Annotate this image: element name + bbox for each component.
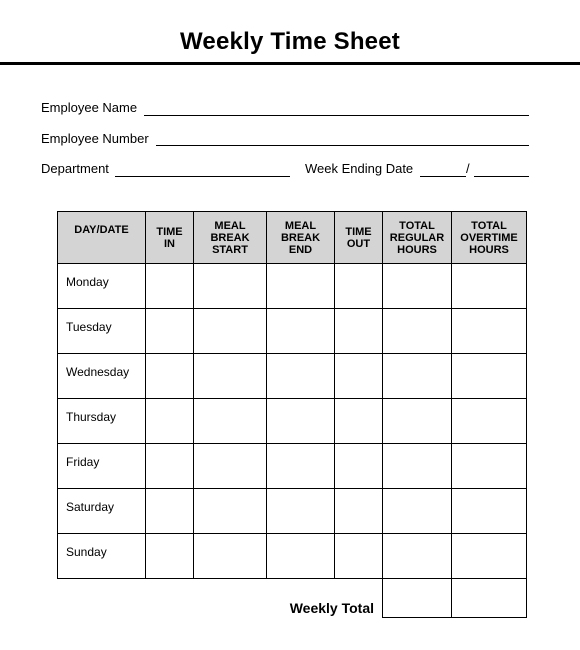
header-time-out: TIME OUT (335, 212, 383, 264)
header-meal-break-start: MEAL BREAK START (194, 212, 267, 264)
department-label: Department (41, 161, 109, 176)
total-overtime-hours-cell[interactable] (452, 489, 527, 534)
employee-number-field[interactable] (156, 145, 529, 146)
time-out-cell[interactable] (335, 534, 383, 579)
total-regular-hours-cell[interactable] (383, 399, 452, 444)
time-in-cell[interactable] (146, 399, 194, 444)
time-sheet-table (57, 211, 527, 618)
header-total-regular-hours: TOTAL REGULAR HOURS (383, 212, 452, 264)
table-row (58, 444, 527, 489)
total-overtime-hours-cell[interactable] (452, 309, 527, 354)
time-in-cell[interactable] (146, 309, 194, 354)
employee-name-label: Employee Name (41, 100, 138, 115)
total-regular-hours-cell[interactable] (383, 309, 452, 354)
total-overtime-hours-cell[interactable] (452, 264, 527, 309)
table-header-row (58, 212, 527, 264)
total-regular-hours-cell[interactable] (383, 444, 452, 489)
weekly-total-label: Weekly Total (58, 579, 383, 618)
header-total-overtime-hours: TOTAL OVERTIME HOURS (452, 212, 527, 264)
time-out-cell[interactable] (335, 354, 383, 399)
meal-break-start-cell[interactable] (194, 489, 267, 534)
day-label: Monday (58, 264, 146, 309)
time-in-cell[interactable] (146, 264, 194, 309)
meal-break-end-cell[interactable] (267, 264, 335, 309)
weekly-total-overtime-hours-cell[interactable] (452, 579, 527, 618)
time-out-cell[interactable] (335, 264, 383, 309)
day-label: Tuesday (58, 309, 146, 354)
meal-break-end-cell[interactable] (267, 354, 335, 399)
time-out-cell[interactable] (335, 489, 383, 534)
weekly-total-regular-hours-cell[interactable] (383, 579, 452, 618)
employee-number-label: Employee Number (41, 131, 149, 146)
table-row (58, 399, 527, 444)
day-label: Saturday (58, 489, 146, 534)
time-out-cell[interactable] (335, 309, 383, 354)
week-ending-date-day-field[interactable] (474, 176, 529, 177)
meal-break-end-cell[interactable] (267, 534, 335, 579)
total-overtime-hours-cell[interactable] (452, 354, 527, 399)
weekly-total-row (58, 579, 527, 618)
header-meal-break-end: MEAL BREAK END (267, 212, 335, 264)
time-out-cell[interactable] (335, 444, 383, 489)
meal-break-start-cell[interactable] (194, 534, 267, 579)
table-row (58, 534, 527, 579)
header-day-date: DAY/DATE (58, 212, 146, 264)
date-separator: / (466, 161, 470, 176)
total-overtime-hours-cell[interactable] (452, 534, 527, 579)
header-time-in: TIME IN (146, 212, 194, 264)
total-overtime-hours-cell[interactable] (452, 444, 527, 489)
employee-name-field[interactable] (144, 115, 529, 116)
title-divider (0, 62, 580, 65)
meal-break-start-cell[interactable] (194, 354, 267, 399)
time-out-cell[interactable] (335, 399, 383, 444)
meal-break-start-cell[interactable] (194, 444, 267, 489)
total-regular-hours-cell[interactable] (383, 264, 452, 309)
meal-break-start-cell[interactable] (194, 264, 267, 309)
time-in-cell[interactable] (146, 489, 194, 534)
day-label: Thursday (58, 399, 146, 444)
time-in-cell[interactable] (146, 534, 194, 579)
meal-break-end-cell[interactable] (267, 399, 335, 444)
meal-break-end-cell[interactable] (267, 444, 335, 489)
time-in-cell[interactable] (146, 354, 194, 399)
table-row (58, 309, 527, 354)
day-label: Sunday (58, 534, 146, 579)
table-row (58, 264, 527, 309)
week-ending-date-month-field[interactable] (420, 176, 466, 177)
meal-break-start-cell[interactable] (194, 399, 267, 444)
meal-break-start-cell[interactable] (194, 309, 267, 354)
week-ending-date-label: Week Ending Date (305, 161, 414, 176)
table-row (58, 354, 527, 399)
meal-break-end-cell[interactable] (267, 489, 335, 534)
total-overtime-hours-cell[interactable] (452, 399, 527, 444)
meal-break-end-cell[interactable] (267, 309, 335, 354)
department-field[interactable] (115, 176, 290, 177)
time-in-cell[interactable] (146, 444, 194, 489)
page-title: Weekly Time Sheet (180, 28, 400, 55)
day-label: Friday (58, 444, 146, 489)
total-regular-hours-cell[interactable] (383, 354, 452, 399)
day-label: Wednesday (58, 354, 146, 399)
total-regular-hours-cell[interactable] (383, 534, 452, 579)
total-regular-hours-cell[interactable] (383, 489, 452, 534)
table-row (58, 489, 527, 534)
